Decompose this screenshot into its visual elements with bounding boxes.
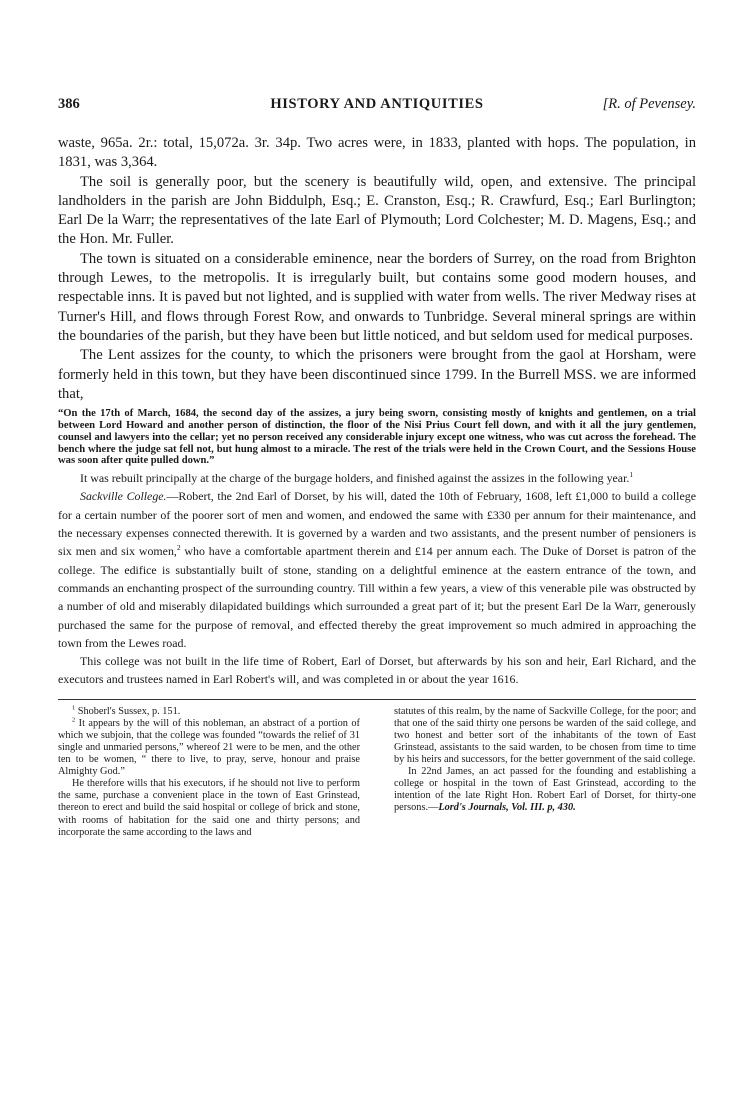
footnote-1 xyxy=(58,706,360,718)
paragraph-rebuilt xyxy=(58,469,696,487)
footnote-ref-2: 2 xyxy=(176,543,181,553)
footnote-1-mark: 1 xyxy=(72,704,76,712)
main-text xyxy=(58,134,696,404)
footnote-2-text: It appears by the will of this nobleman, an abstract of a portion of which we subjoin, that the college was founded “towards the relief of 31 single and unmaried persons,” whereof 21 were to be men, and the other ten to be women, “ there to live, to pray, serve, honour and praise Almighty God.” xyxy=(58,717,360,778)
sackville-text-a: —Robert, the 2nd Earl of Dorset, by his will, dated the 10th of February, 1608, left £1,000 to build a college for a certain number of the poorer sort of men and women, and endowed the same with £330 per annum for their maintenance, and the necessary expenses connected therewith. It is governed by a warden and two assistants, and the present number of pensioners is six men and six women, xyxy=(58,489,696,559)
footnote-1-text: Shoberl's Sussex, p. 151. xyxy=(75,705,181,717)
paragraph-town: The town is situated on a considerable eminence, near the borders of Surrey, on the road from Brighton through Lewes, to the metropolis. It is irregularly built, but contains some good modern houses, and respectable inns. It is paved but not lighted, and is supplied with water from wells. The river Medway rises at Turner's Hill, and flows through Forest Row, and onwards to Tunbridge. Several mineral springs are within the boundaries of the parish, but they have been but little noticed, and but seldom used for medical purposes. xyxy=(58,250,696,344)
book-page xyxy=(58,96,696,839)
running-title: HISTORY AND ANTIQUITIES xyxy=(270,96,484,112)
page-number: 386 xyxy=(58,96,80,112)
footnote-2-mark: 2 xyxy=(72,716,76,724)
paragraph-assizes: The Lent assizes for the county, to which the prisoners were brought from the gaol at Horsham, were formerly held in this town, but they have been discontinued since 1799. In the Burrell MSS. we are informed that, xyxy=(58,347,696,402)
paragraph-waste: waste, 965a. 2r.: total, 15,072a. 3r. 34p. Two acres were, in 1833, planted with hops. The population, in 1831, was 3,364. xyxy=(58,135,696,171)
footnote-2-act xyxy=(394,766,696,814)
rebuilt-text: It was rebuilt principally at the charge of the burgage holders, and finished against the assizes in the following year. xyxy=(80,471,630,486)
burrell-quotation xyxy=(58,408,696,467)
paragraph-soil: The soil is generally poor, but the scenery is beautifully wild, open, and extensive. The principal landholders in the parish are John Biddulph, Esq.; E. Cranston, Esq.; R. Crawfurd, Esq.; Earl Burlington; Earl De la Warr; the representatives of the late Earl of Plymouth; Lord Colchester; M. D. Magens, Esq.; and the Hon. Mr. Fuller. xyxy=(58,173,696,248)
sackville-heading: Sackville College. xyxy=(80,489,167,504)
footnotes xyxy=(58,706,696,839)
footnote-2-statutes: statutes of this realm, by the name of Sackville College, for the poor; and that one of the said thirty one persons be warden of the said college, and two honest and better sort of the inhabitants of the town of East Grinstead, assistants to the said warden, to be chosen from time to time by his heirs and successors, for the better government of the said college. xyxy=(394,705,696,766)
section-marker: [R. of Pevensey. xyxy=(602,96,696,112)
journals-reference: Lord's Journals, Vol. III. p, 430. xyxy=(438,802,576,814)
footnotes-left-column xyxy=(58,706,360,839)
sackville-text-b: who have a comfortable apartment therein and £14 per annum each. The Duke of Dorset is patron of the college. The edifice is substantially built of stone, standing on a delightful eminence at the eastern entrance of the town, and commands an enchanting prospect of the surrounding country. Till within a few years, a view of this venerable pile was obstructed by a number of old and miserably dilapidated buildings which surrounded a great part of it; but the present Earl De la Warr, generously purchased the same for the purpose of removal, and effected thereby the great improvement so much admired in approaching the town from the Lewes road. xyxy=(58,544,696,650)
secondary-text xyxy=(58,469,696,689)
footnotes-right-column xyxy=(394,706,696,839)
footnote-divider xyxy=(58,699,696,700)
act-text: In 22nd James, an act passed for the founding and establishing a college or hospital in the town of East Grinstead, according to the intention of the late Right Hon. Robert Earl of Dorset, for thirty-one persons.— xyxy=(394,766,696,814)
quotation-text: “On the 17th of March, 1684, the second day of the assizes, a jury being sworn, consisting mostly of knights and gentlemen, on a trial between Lord Howard and another person of distinction, the floor of the Nisi Prius Court fell down, and with it all the jury gentlemen, counsel and lawyers into the cellar; yet no person received any considerable injury except one witness, who was cut across the forehead. The bench where the judge sat fell not, but hung almost to a miracle. The rest of the trials were held in the Crown Court, and the Sessions House was soon after quite pulled down.” xyxy=(58,408,696,467)
footnote-2-continuation: He therefore wills that his executors, if he should not live to perform the same, purchase a convenient place in the town of East Grinstead, thereon to erect and build the said hospital or college of brick and stone, with rooms of habitation for the said one and thirty persons; and incorporate the same according to the laws and xyxy=(58,778,360,838)
paragraph-college-built: This college was not built in the life time of Robert, Earl of Dorset, but afterwards by his son and heir, Earl Richard, and the executors and trustees named in Earl Robert's will, and was completed in or about the year 1616. xyxy=(58,654,696,687)
running-header xyxy=(58,96,696,118)
paragraph-sackville xyxy=(58,487,696,652)
footnote-ref-1: 1 xyxy=(629,470,634,480)
footnote-2 xyxy=(58,718,360,778)
